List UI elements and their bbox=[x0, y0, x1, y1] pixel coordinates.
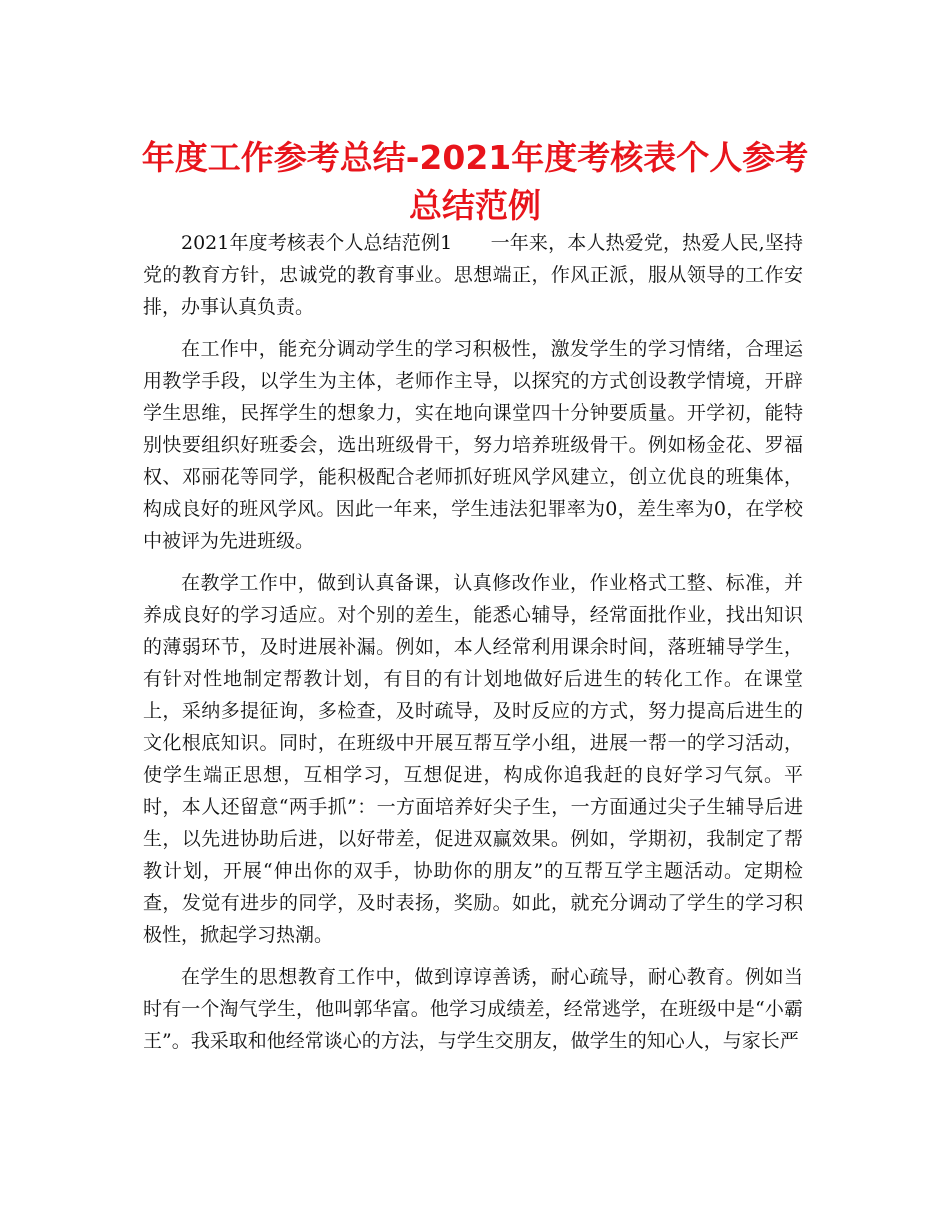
paragraph-2: 在工作中，能充分调动学生的学习积极性，激发学生的学习情绪，合理运用教学手段，以学生为主体，老师作主导，以探究的方式创设教学情境，开辟学生思维，民挥学生的想象力，实在地向课堂四十分钟要质量。开学初，能特别快要组织好班委会，选出班级骨干，努力培养班级骨干。例如杨金花、罗福权、邓丽花等同学，能积极配合老师抓好班风学风建立，创立优良的班集体，构成良好的班风学风。因此一年来，学生违法犯罪率为0，差生率为0，在学校中被评为先进班级。 bbox=[143, 338, 803, 552]
paragraph-4: 在学生的思想教育工作中，做到谆谆善诱，耐心疏导，耐心教育。例如当时有一个淘气学生，他叫郭华富。他学习成绩差，经常逃学，在班级中是“小霸王”。我采取和他经常谈心的方法，与学生交朋友，做学生的知心人，与家长严 bbox=[143, 966, 803, 1052]
document-title: 年度工作参考总结-2021年度考核表个人参考总结范例 bbox=[141, 138, 809, 225]
paragraph-1: 2021年度考核表个人总结范例1 一年来，本人热爱党，热爱人民,坚持党的教育方针，忠诚党的教育事业。思想端正，作风正派，服从领导的工作安排，办事认真负责。 bbox=[143, 232, 803, 318]
paragraph-3: 在教学工作中，做到认真备课，认真修改作业，作业格式工整、标准，并养成良好的学习适应。对个别的差生，能悉心辅导，经常面批作业，找出知识的薄弱环节，及时进展补漏。例如，本人经常利用课余时间，落班辅导学生，有针对性地制定帮教计划，有目的有计划地做好后进生的转化工作。在课堂上，采纳多提征询，多检查，及时疏导，及时反应的方式，努力提高后进生的文化根底知识。同时，在班级中开展互帮互学小组，进展一帮一的学习活动，使学生端正思想，互相学习，互想促进，构成你追我赶的良好学习气氛。平时，本人还留意“两手抓”：一方面培养好尖子生，一方面通过尖子生辅导后进生，以先进协助后进，以好带差，促进双赢效果。例如，学期初，我制定了帮教计划，开展“伸出你的双手，协助你的朋友”的互帮互学主题活动。定期检查，发觉有进步的同学，及时表扬，奖励。如此，就充分调动了学生的学习积极性，掀起学习热潮。 bbox=[143, 572, 803, 946]
document-body bbox=[143, 227, 803, 1067]
